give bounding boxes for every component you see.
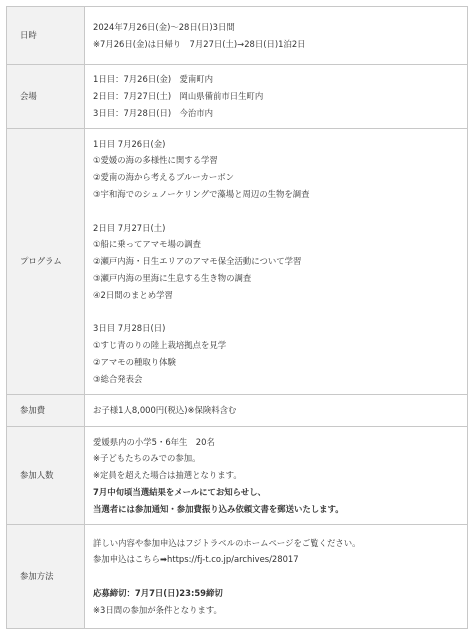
fee-line: お子様1人8,000円(税込)※保険料含む — [93, 405, 237, 416]
program-day1-item-2: ②愛南の海から考えるブルーカーボン — [93, 172, 235, 183]
program-day3-item-2: ②アマモの種取り体験 — [93, 356, 176, 367]
capacity-line-1: 愛媛県内の小学5・6年生 20名 — [93, 436, 215, 447]
venue-line-1: 1日目：7月26日(金) 愛南町内 — [93, 74, 213, 85]
content-method — [85, 525, 468, 629]
capacity-notice-2: 当選者には参加通知・参加費振り込み依頼文書を郵送いたします。 — [93, 503, 344, 514]
content-date — [85, 7, 468, 65]
program-day2-item-2: ②瀬戸内海・日生エリアのアマモ保全活動について学習 — [93, 256, 302, 267]
label-program: プログラム — [7, 129, 85, 395]
program-day1-item-3: ③宇和海でのシュノーケリングで藻場と周辺の生物を調査 — [93, 188, 310, 199]
date-line-2: ※7月26日(金)は日帰り 7月27日(土)→28日(日)1泊2日 — [93, 38, 306, 49]
program-day2-heading: 2日目 7月27日(土) — [93, 222, 166, 233]
capacity-notice-1: 7月中旬頃当選結果をメールにてお知らせし、 — [93, 486, 266, 497]
row-venue — [7, 65, 468, 129]
spacer — [93, 203, 467, 220]
row-fee — [7, 395, 468, 427]
content-program — [85, 129, 468, 395]
row-date — [7, 7, 468, 65]
label-fee: 参加費 — [7, 395, 85, 427]
spacer — [93, 303, 467, 320]
venue-line-2: 2日目：7月27日(土) 岡山県備前市日生町内 — [93, 91, 264, 102]
program-day3-heading: 3日目 7月28日(日) — [93, 323, 166, 334]
program-day1-heading: 1日目 7月26日(金) — [93, 138, 166, 149]
row-capacity — [7, 427, 468, 525]
label-venue: 会場 — [7, 65, 85, 129]
row-program — [7, 129, 468, 395]
program-day2-item-4: ④2日間のまとめ学習 — [93, 289, 173, 300]
label-capacity: 参加人数 — [7, 427, 85, 525]
method-note: ※3日間の参加が条件となります。 — [93, 604, 222, 615]
method-apply-link[interactable]: 参加申込はこちら➡https://fj-t.co.jp/archives/28017 — [93, 554, 299, 565]
program-day3-item-1: ①すじ青のりの陸上栽培拠点を見学 — [93, 340, 227, 351]
event-info-table — [6, 6, 468, 629]
venue-line-3: 3日目：7月28日(日) 今治市内 — [93, 107, 213, 118]
date-line-1: 2024年7月26日(金)～28日(日)3日間 — [93, 21, 235, 32]
program-day3-item-3: ③総合発表会 — [93, 373, 143, 384]
label-date: 日時 — [7, 7, 85, 65]
method-line-1: 詳しい内容や参加申込はフジトラベルのホームページをご覧ください。 — [93, 537, 361, 548]
program-day1-item-1: ①愛媛の海の多様性に関する学習 — [93, 155, 218, 166]
capacity-line-2: ※子どもたちのみでの参加。 — [93, 453, 201, 464]
label-method: 参加方法 — [7, 525, 85, 629]
row-method — [7, 525, 468, 629]
method-deadline: 応募締切：7月7日(日)23:59締切 — [93, 587, 223, 598]
program-day2-item-3: ③瀬戸内海の里海に生息する生き物の調査 — [93, 272, 252, 283]
content-fee — [85, 395, 468, 427]
spacer — [93, 568, 467, 585]
content-venue — [85, 65, 468, 129]
program-day2-item-1: ①船に乗ってアマモ場の調査 — [93, 239, 202, 250]
content-capacity — [85, 427, 468, 525]
capacity-line-3: ※定員を超えた場合は抽選となります。 — [93, 470, 242, 481]
